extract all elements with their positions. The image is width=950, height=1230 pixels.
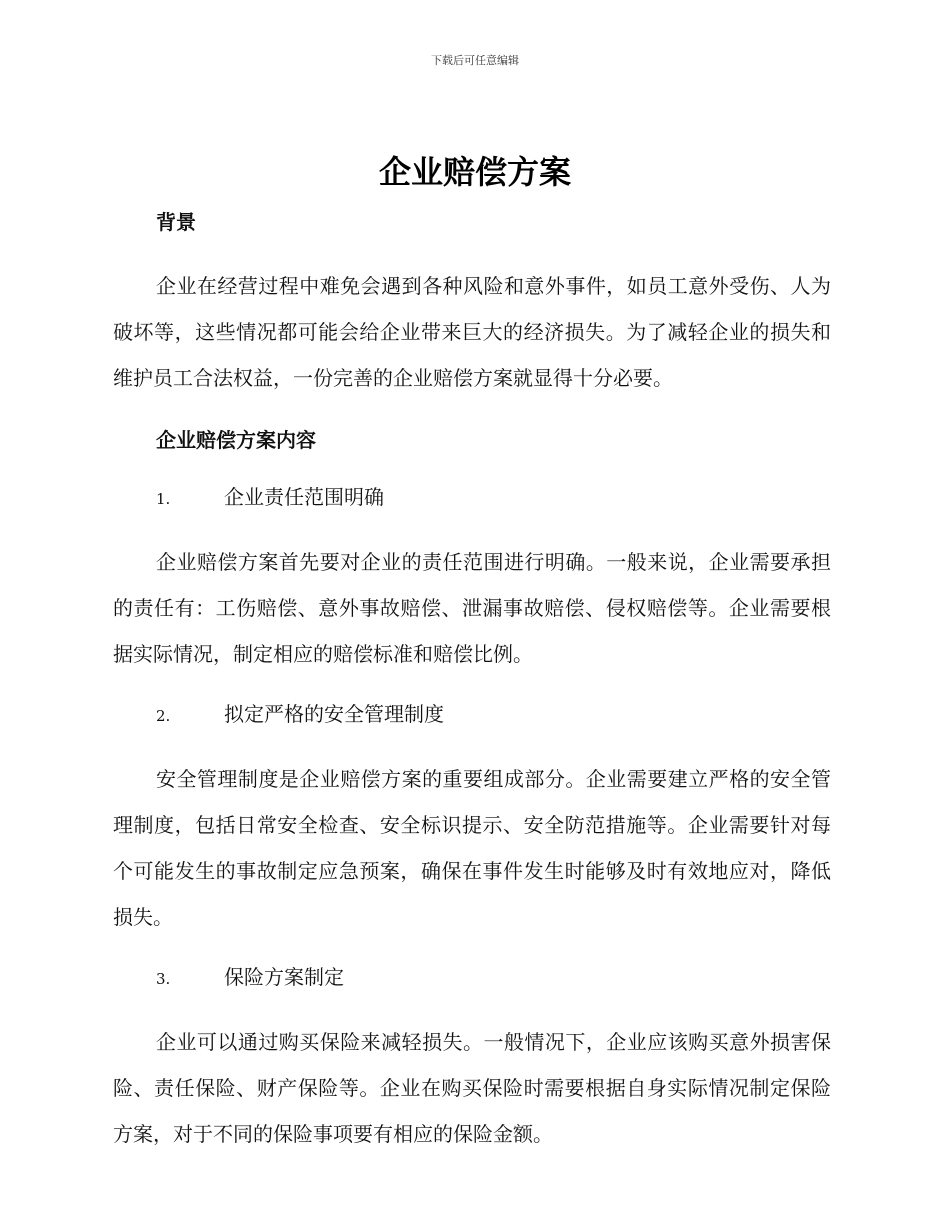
list-item-1 bbox=[113, 482, 831, 512]
list-item-2 bbox=[113, 699, 831, 729]
list-item-3 bbox=[113, 962, 831, 992]
document-title: 企业赔偿方案 bbox=[378, 153, 571, 191]
list-item-number: 2. bbox=[156, 707, 171, 725]
list-item-title: 企业责任范围明确 bbox=[224, 485, 384, 509]
list-item-title: 拟定严格的安全管理制度 bbox=[224, 702, 444, 726]
list-item-number: 3. bbox=[156, 970, 171, 988]
list-item-number: 1. bbox=[156, 490, 171, 508]
list-item-3-paragraph: 企业可以通过购买保险来减轻损失。一般情况下，企业应该购买意外损害保险、责任保险、财产保险等。企业在购买保险时需要根据自身实际情况制定保险方案，对于不同的保险事项要有相应的保险金额。 bbox=[113, 1030, 831, 1146]
document-body bbox=[113, 200, 831, 1157]
content-section-heading: 企业赔偿方案内容 bbox=[156, 428, 316, 452]
background-heading: 背景 bbox=[156, 210, 196, 234]
list-item-title: 保险方案制定 bbox=[224, 965, 344, 989]
background-paragraph: 企业在经营过程中难免会遇到各种风险和意外事件，如员工意外受伤、人为破坏等，这些情况都可能会给企业带来巨大的经济损失。为了减轻企业的损失和维护员工合法权益，一份完善的企业赔偿方案就显得十分必要。 bbox=[113, 274, 831, 390]
list-item-1-paragraph: 企业赔偿方案首先要对企业的责任范围进行明确。一般来说，企业需要承担的责任有：工伤赔偿、意外事故赔偿、泄漏事故赔偿、侵权赔偿等。企业需要根据实际情况，制定相应的赔偿标准和赔偿比例。 bbox=[113, 550, 831, 666]
page-header-note: 下载后可任意编辑 bbox=[431, 54, 519, 67]
list-item-2-paragraph: 安全管理制度是企业赔偿方案的重要组成部分。企业需要建立严格的安全管理制度，包括日常安全检查、安全标识提示、安全防范措施等。企业需要针对每个可能发生的事故制定应急预案，确保在事件发生时能够及时有效地应对，降低损失。 bbox=[113, 767, 831, 929]
